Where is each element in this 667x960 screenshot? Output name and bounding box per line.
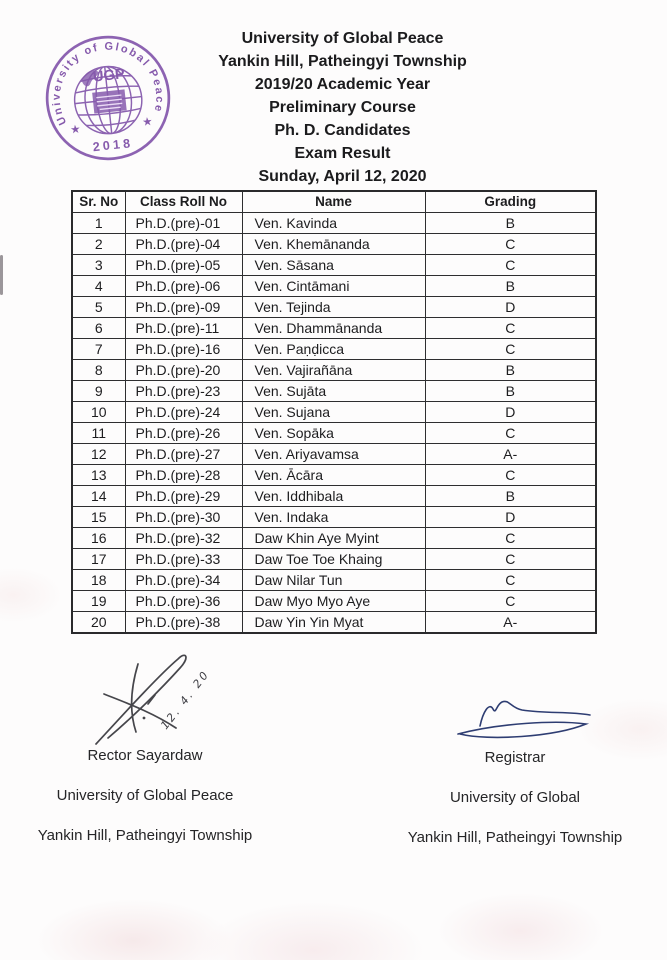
cell-name: Ven. Tejinda (242, 297, 425, 318)
cell-sr: 10 (72, 402, 125, 423)
table-row (72, 570, 596, 591)
cell-name: Ven. Ariyavamsa (242, 444, 425, 465)
signature-stroke (458, 722, 586, 737)
cell-roll: Ph.D.(pre)-34 (125, 570, 242, 591)
cell-sr: 4 (72, 276, 125, 297)
cell-roll: Ph.D.(pre)-36 (125, 591, 242, 612)
cell-roll: Ph.D.(pre)-11 (125, 318, 242, 339)
signature-stroke (96, 655, 186, 744)
cell-name: Ven. Indaka (242, 507, 425, 528)
registrar-title-label: Registrar (484, 749, 546, 766)
cell-name: Ven. Sujāta (242, 381, 425, 402)
cell-sr: 12 (72, 444, 125, 465)
results-table-body (72, 213, 596, 634)
seal-year: 2018 (92, 136, 134, 155)
cell-grade: C (425, 423, 596, 444)
cell-name: Ven. Ācāra (242, 465, 425, 486)
table-row (72, 507, 596, 528)
cell-sr: 3 (72, 255, 125, 276)
cell-sr: 9 (72, 381, 125, 402)
cell-sr: 17 (72, 549, 125, 570)
cell-grade: D (425, 402, 596, 423)
cell-grade: D (425, 507, 596, 528)
cell-sr: 13 (72, 465, 125, 486)
cell-sr: 14 (72, 486, 125, 507)
cell-sr: 19 (72, 591, 125, 612)
cell-roll: Ph.D.(pre)-20 (125, 360, 242, 381)
cell-sr: 20 (72, 612, 125, 634)
cell-grade: A- (425, 612, 596, 634)
cell-roll: Ph.D.(pre)-01 (125, 213, 242, 234)
cell-roll: Ph.D.(pre)-26 (125, 423, 242, 444)
column-header-class-roll-no: Class Roll No (125, 191, 242, 213)
cell-roll: Ph.D.(pre)-29 (125, 486, 242, 507)
cell-roll: Ph.D.(pre)-06 (125, 276, 242, 297)
table-row (72, 465, 596, 486)
cell-roll: Ph.D.(pre)-04 (125, 234, 242, 255)
cell-roll: Ph.D.(pre)-27 (125, 444, 242, 465)
cell-name: Ven. Kavinda (242, 213, 425, 234)
table-row (72, 234, 596, 255)
cell-sr: 2 (72, 234, 125, 255)
cell-grade: B (425, 486, 596, 507)
document-title-block (0, 27, 667, 188)
title-line-exam-result: Exam Result (294, 145, 391, 162)
cell-grade: C (425, 339, 596, 360)
seal-arc-text: University of Global Peace (50, 40, 166, 127)
cell-sr: 5 (72, 297, 125, 318)
table-row (72, 297, 596, 318)
cell-sr: 16 (72, 528, 125, 549)
cell-roll: Ph.D.(pre)-16 (125, 339, 242, 360)
table-row (72, 528, 596, 549)
cell-name: Daw Nilar Tun (242, 570, 425, 591)
cell-name: Daw Myo Myo Aye (242, 591, 425, 612)
column-header-sr-no: Sr. No (72, 191, 125, 213)
title-line-location: Yankin Hill, Patheingyi Township (218, 53, 467, 70)
cell-grade: B (425, 381, 596, 402)
cell-name: Daw Yin Yin Myat (242, 612, 425, 634)
table-row (72, 486, 596, 507)
cell-roll: Ph.D.(pre)-09 (125, 297, 242, 318)
rector-address-label: Yankin Hill, Patheingyi Township (37, 827, 253, 844)
cell-grade: B (425, 360, 596, 381)
column-header-grading: Grading (425, 191, 596, 213)
seal-star-left-icon: ★ (69, 123, 82, 137)
title-line-academic-year: 2019/20 Academic Year (254, 76, 431, 93)
title-line-candidates: Ph. D. Candidates (274, 122, 411, 139)
cell-roll: Ph.D.(pre)-24 (125, 402, 242, 423)
cell-name: Ven. Cintāmani (242, 276, 425, 297)
cell-sr: 11 (72, 423, 125, 444)
rector-org-label: University of Global Peace (56, 787, 234, 804)
table-row (72, 339, 596, 360)
cell-name: Ven. Vajirañāna (242, 360, 425, 381)
cell-roll: Ph.D.(pre)-30 (125, 507, 242, 528)
cell-name: Daw Toe Toe Khaing (242, 549, 425, 570)
cell-grade: C (425, 255, 596, 276)
table-row (72, 444, 596, 465)
seal-monogram: UGP (92, 66, 126, 86)
cell-grade: C (425, 549, 596, 570)
cell-name: Ven. Sopāka (242, 423, 425, 444)
rector-signature-block (15, 747, 275, 867)
cell-grade: D (425, 297, 596, 318)
cell-name: Ven. Sāsana (242, 255, 425, 276)
cell-name: Ven. Dhammānanda (242, 318, 425, 339)
cell-sr: 15 (72, 507, 125, 528)
signature-date-note: 12. 4. 20 (158, 667, 212, 732)
registrar-signature-block (390, 749, 640, 869)
cell-grade: C (425, 528, 596, 549)
cell-name: Ven. Sujana (242, 402, 425, 423)
signature-stroke (132, 664, 138, 732)
scan-edge-artifact (0, 255, 3, 295)
cell-name: Ven. Khemānanda (242, 234, 425, 255)
cell-roll: Ph.D.(pre)-33 (125, 549, 242, 570)
cell-grade: C (425, 318, 596, 339)
table-row (72, 213, 596, 234)
rector-signature (82, 648, 212, 753)
title-line-date: Sunday, April 12, 2020 (258, 168, 427, 185)
cell-grade: C (425, 234, 596, 255)
cell-grade: C (425, 591, 596, 612)
cell-sr: 7 (72, 339, 125, 360)
cell-roll: Ph.D.(pre)-05 (125, 255, 242, 276)
cell-name: Daw Khin Aye Myint (242, 528, 425, 549)
registrar-signature (450, 696, 600, 746)
table-row (72, 549, 596, 570)
cell-grade: B (425, 213, 596, 234)
table-row (72, 276, 596, 297)
results-table (71, 190, 597, 634)
title-line-course: Preliminary Course (269, 99, 416, 116)
cell-sr: 8 (72, 360, 125, 381)
table-row (72, 360, 596, 381)
table-header-row (72, 191, 596, 213)
seal-star-right-icon: ★ (141, 115, 154, 129)
registrar-org-label: University of Global (449, 789, 581, 806)
table-row (72, 318, 596, 339)
table-row (72, 591, 596, 612)
table-row (72, 423, 596, 444)
table-row (72, 255, 596, 276)
cell-grade: B (425, 276, 596, 297)
cell-name: Ven. Paṇḍicca (242, 339, 425, 360)
cell-sr: 18 (72, 570, 125, 591)
cell-grade: C (425, 465, 596, 486)
cell-sr: 6 (72, 318, 125, 339)
table-row (72, 381, 596, 402)
table-row (72, 612, 596, 634)
rector-title-label: Rector Sayardaw (87, 747, 203, 764)
registrar-address-label: Yankin Hill, Patheingyi Township (407, 829, 623, 846)
cell-grade: C (425, 570, 596, 591)
cell-roll: Ph.D.(pre)-28 (125, 465, 242, 486)
title-line-university: University of Global Peace (241, 30, 444, 47)
cell-roll: Ph.D.(pre)-23 (125, 381, 242, 402)
cell-roll: Ph.D.(pre)-32 (125, 528, 242, 549)
cell-sr: 1 (72, 213, 125, 234)
table-row (72, 402, 596, 423)
cell-name: Ven. Iddhibala (242, 486, 425, 507)
column-header-name: Name (242, 191, 425, 213)
cell-roll: Ph.D.(pre)-38 (125, 612, 242, 634)
cell-grade: A- (425, 444, 596, 465)
